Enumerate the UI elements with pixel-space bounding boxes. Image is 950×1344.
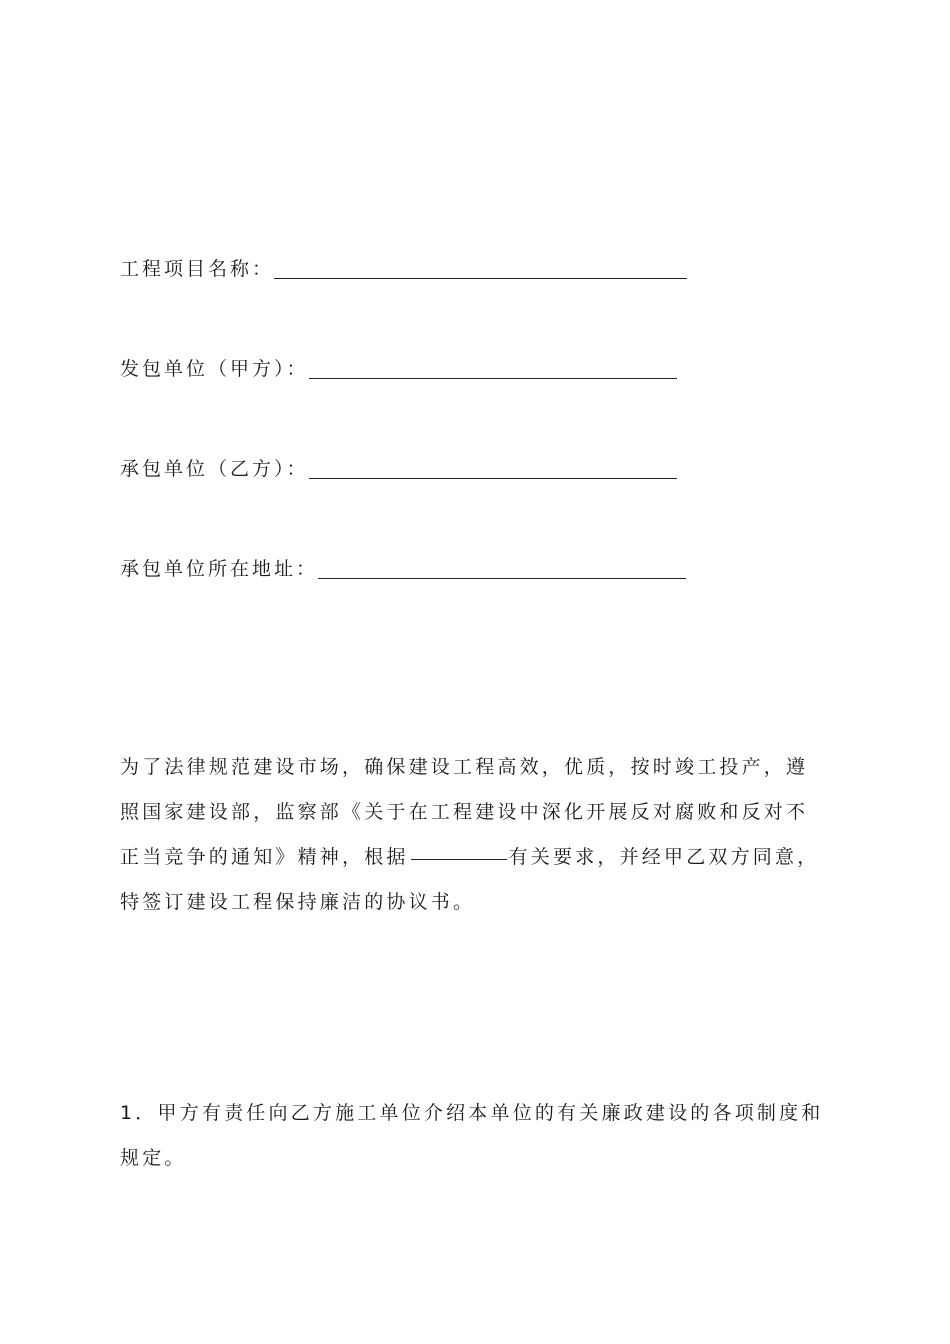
clause-line: 规定。: [120, 1147, 187, 1169]
field-label: 工程项目名称：: [120, 258, 275, 280]
clause-line: 1．甲方有责任向乙方施工单位介绍本单位的有关廉政建设的各项制度和: [120, 1102, 824, 1124]
intro-text: 有关要求，并经甲乙双方同意，: [508, 846, 820, 868]
field-contractor: [120, 452, 677, 482]
intro-paragraph: [120, 745, 840, 925]
field-blank-line[interactable]: [274, 277, 687, 279]
intro-line: 特签订建设工程保持廉洁的协议书。: [120, 891, 476, 913]
intro-line: 照国家建设部，监察部《关于在工程建设中深化开展反对腐败和反对不: [120, 801, 809, 823]
clause-1-paragraph: [120, 1091, 840, 1181]
intro-line-with-blank: [120, 835, 840, 880]
field-label: 承包单位（乙方）：: [120, 458, 309, 480]
intro-line: 为了法律规范建设市场，确保建设工程高效，优质，按时竣工投产，遵: [120, 756, 809, 778]
field-employer: [120, 352, 677, 382]
intro-text: 正当竞争的通知》精神，根据: [120, 846, 409, 868]
field-blank-line[interactable]: [318, 577, 686, 579]
field-blank-line[interactable]: [309, 377, 677, 379]
field-label: 承包单位所在地址：: [120, 558, 319, 580]
field-project-name: [120, 252, 687, 282]
field-blank-line[interactable]: [309, 477, 677, 479]
inline-blank-line[interactable]: [411, 858, 507, 860]
field-contractor-address: [120, 552, 686, 582]
field-label: 发包单位（甲方）：: [120, 358, 309, 380]
